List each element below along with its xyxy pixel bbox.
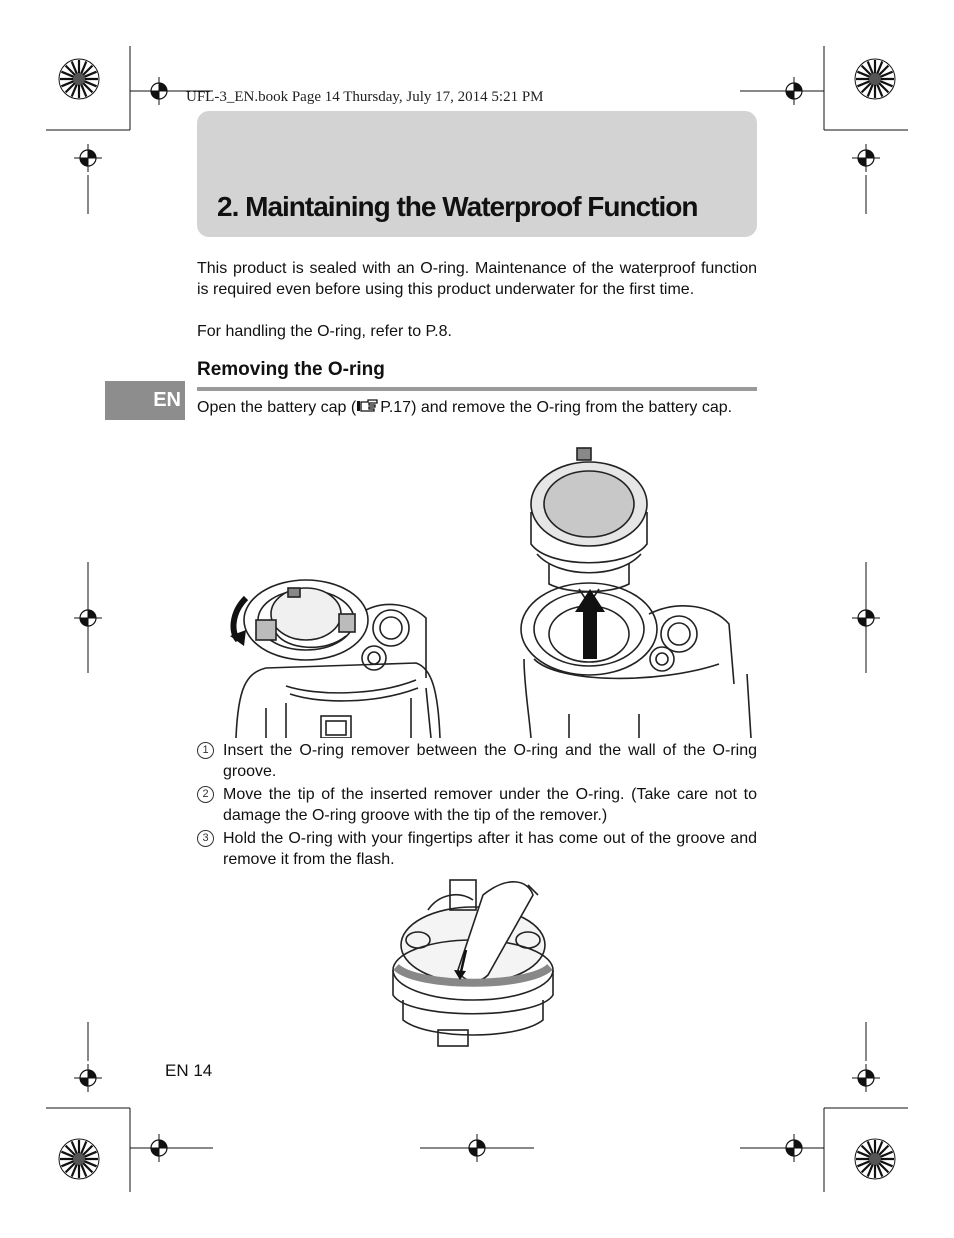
page-reference-link[interactable]: P.17 — [380, 399, 412, 416]
step-text: Insert the O-ring remover between the O-ring and the wall of the O-ring groove. — [223, 742, 757, 780]
battery-cap-instruction — [197, 397, 757, 418]
subsection-heading: Removing the O-ring — [197, 359, 385, 380]
step-text: Move the tip of the inserted remover under the O-ring. (Take care not to damage the O-ring groove with the tip of the remover.) — [223, 786, 757, 824]
flash-cap-rotation-illustration — [226, 578, 452, 738]
instruction-text-start: Open the battery cap ( — [197, 399, 357, 416]
page-number: EN 14 — [165, 1061, 213, 1080]
o-ring-remover-illustration — [388, 870, 564, 1048]
step-number: 2 — [197, 786, 214, 803]
instruction-text-end: ) and remove the O-ring from the battery cap. — [411, 399, 733, 416]
step-item — [197, 740, 757, 782]
section-divider — [197, 387, 757, 391]
print-header: UFL-3_EN.book Page 14 Thursday, July 17, 2014 5:21 PM — [186, 89, 544, 105]
pointing-hand-icon — [356, 399, 380, 413]
step-number: 1 — [197, 742, 214, 759]
intro-paragraph: This product is sealed with an O-ring. Maintenance of the waterproof function is required even before using this product underwater for the first time. — [197, 260, 757, 298]
step-item — [197, 784, 757, 826]
language-tab: EN — [105, 381, 185, 420]
page-title: 2. Maintaining the Waterproof Function — [217, 191, 698, 222]
intro-reference: For handling the O-ring, refer to P.8. — [197, 323, 452, 340]
section-title-box — [197, 111, 757, 237]
step-text: Hold the O-ring with your fingertips after it has come out of the groove and remove it from the flash. — [223, 830, 757, 868]
step-item — [197, 828, 757, 870]
battery-cap-removed-illustration — [519, 444, 755, 738]
step-number: 3 — [197, 830, 214, 847]
